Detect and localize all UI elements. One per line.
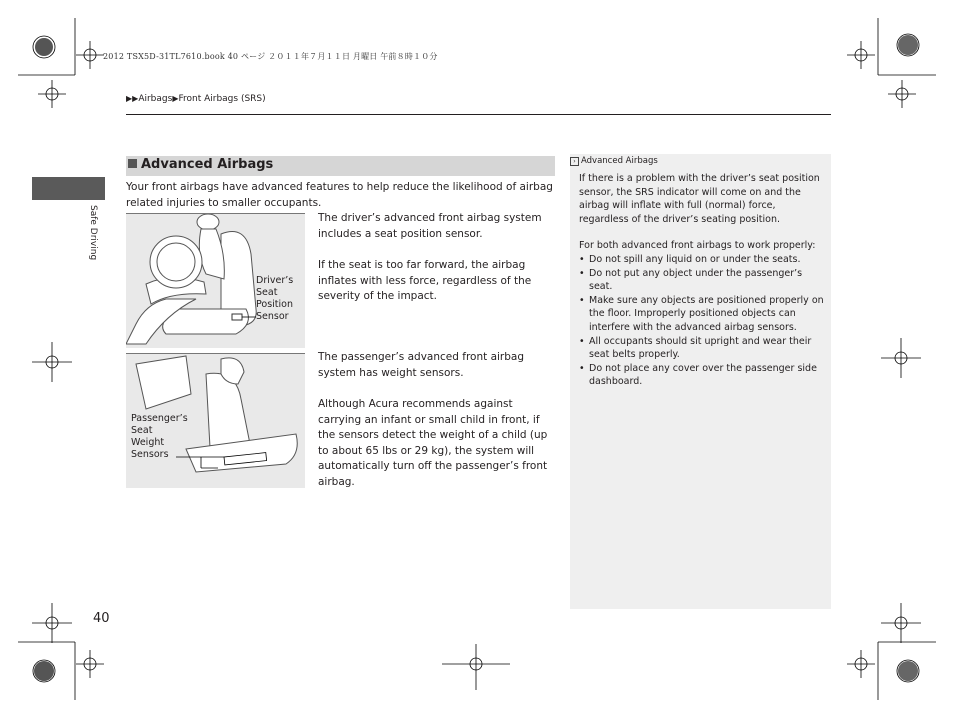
- sidebar-bullet-list: [579, 253, 824, 389]
- passenger-sensor-label: Passenger’s Seat Weight Sensors: [131, 413, 188, 460]
- page-number: 40: [93, 611, 110, 626]
- section-square-icon: [128, 159, 137, 168]
- side-tab-label: Safe Driving: [88, 205, 98, 261]
- print-header: 2012 TSX5D-31TL7610.book 40 ページ ２０１１年７月１１日 月曜日 午前８時１０分: [103, 52, 438, 61]
- sidebar-title: › Advanced Airbags: [570, 156, 658, 166]
- driver-sensor-label: Driver’s Seat Position Sensor: [256, 275, 294, 322]
- breadcrumb-item-front-airbags[interactable]: Front Airbags (SRS): [178, 94, 266, 104]
- list-item: • Do not spill any liquid on or under the seats.: [579, 253, 824, 267]
- note-icon: ›: [570, 157, 579, 166]
- list-item: • Make sure any objects are positioned properly on the floor. Improperly positioned objects can interfere with the advanced airbag sensors.: [579, 294, 824, 335]
- breadcrumb-item-airbags[interactable]: Airbags: [138, 94, 173, 104]
- passenger-paragraph-1: The passenger’s advanced front airbag system has weight sensors.: [318, 351, 524, 379]
- section-intro: Your front airbags have advanced features to help reduce the likelihood of airbag related injuries to smaller occupants.: [126, 181, 553, 209]
- breadcrumb: [126, 94, 266, 104]
- section-title: Advanced Airbags: [126, 157, 273, 172]
- breadcrumb-arrow-icon: ▶: [172, 94, 179, 103]
- sidebar-paragraph-1: If there is a problem with the driver’s seat position sensor, the SRS indicator will come on and the airbag will inflate with full (normal) force, regardless of the driver’s seating position.: [579, 173, 820, 225]
- list-item: • All occupants should sit upright and wear their seat belts properly.: [579, 335, 824, 362]
- breadcrumb-arrow-icon: ▶▶: [126, 94, 139, 103]
- sidebar-paragraph-2: For both advanced front airbags to work properly:: [579, 240, 816, 251]
- list-item: • Do not place any cover over the passenger side dashboard.: [579, 362, 824, 389]
- driver-paragraph-1: The driver’s advanced front airbag system includes a seat position sensor.: [318, 212, 542, 240]
- header-divider: [126, 114, 831, 115]
- side-tab[interactable]: [32, 177, 105, 200]
- list-item: • Do not put any object under the passenger’s seat.: [579, 267, 824, 294]
- passenger-paragraph-2: Although Acura recommends against carrying an infant or small child in front, if the sensors detect the weight of a child (up to about 65 lbs or 29 kg), the system will automatically turn off the passenger’s front airbag.: [318, 398, 548, 488]
- driver-paragraph-2: If the seat is too far forward, the airbag inflates with less force, regardless of the severity of the impact.: [318, 259, 532, 302]
